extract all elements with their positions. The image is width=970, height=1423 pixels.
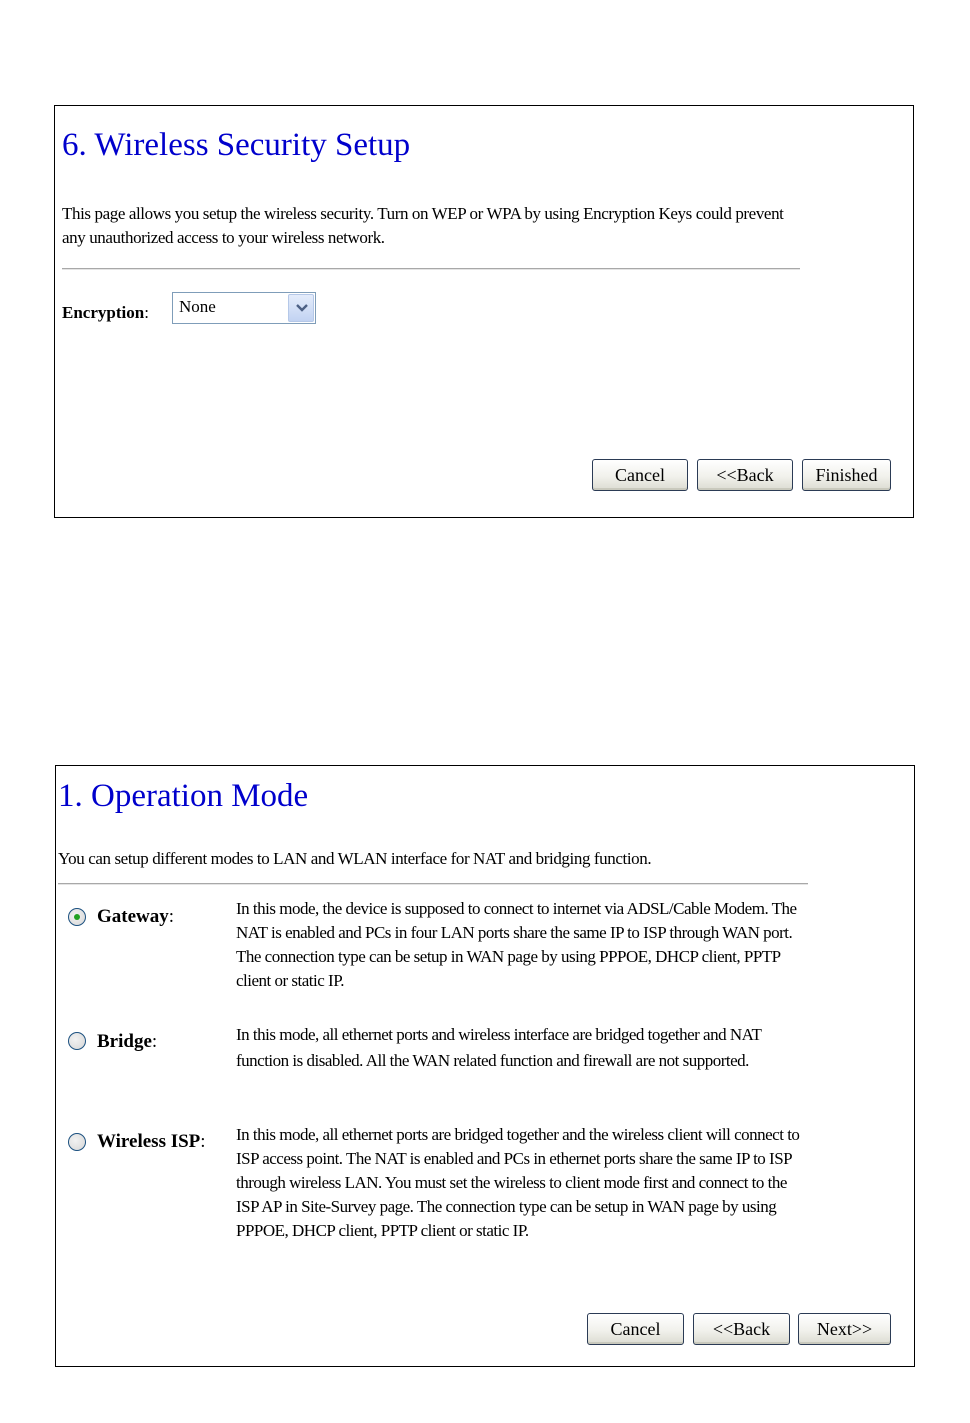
encryption-value: None [179, 297, 216, 316]
gateway-description: In this mode, the device is supposed to connect to internet via ADSL/Cable Modem. The NAT is enabled and PCs in four LAN ports share the same IP to ISP through WAN port. The connection type can be setup in WAN page by using PPPOE, DHCP client, PPTP client or static IP. [236, 899, 797, 990]
cancel-button[interactable]: Cancel [587, 1313, 684, 1345]
divider [58, 883, 808, 885]
back-button[interactable]: <<Back [697, 459, 793, 491]
operation-mode-panel [55, 765, 915, 1367]
gateway-label[interactable]: Gateway: [97, 906, 175, 927]
wireless-isp-radio[interactable] [68, 1133, 86, 1151]
wireless-security-panel [54, 105, 914, 518]
bridge-radio[interactable] [68, 1032, 86, 1050]
finished-button[interactable]: Finished [802, 459, 891, 491]
page-title: 1. Operation Mode [58, 778, 309, 814]
cancel-button[interactable]: Cancel [592, 459, 688, 491]
divider [62, 268, 800, 270]
bridge-label[interactable]: Bridge: [97, 1031, 158, 1052]
page-description: This page allows you setup the wireless security. Turn on WEP or WPA by using Encryption Keys could prevent any unauthorized access to your wireless network. [62, 204, 784, 247]
bridge-description: In this mode, all ethernet ports and wireless interface are bridged together and NAT function is disabled. All the WAN related function and firewall are not supported. [236, 1025, 762, 1070]
page-description: You can setup different modes to LAN and WLAN interface for NAT and bridging function. [58, 849, 652, 868]
next-button[interactable]: Next>> [798, 1313, 891, 1345]
wireless-isp-label[interactable]: Wireless ISP: [97, 1131, 206, 1152]
encryption-label: Encryption: [62, 303, 149, 322]
encryption-select[interactable] [172, 292, 316, 324]
gateway-radio[interactable] [68, 908, 86, 926]
page-title: 6. Wireless Security Setup [62, 127, 411, 163]
wireless-isp-description: In this mode, all ethernet ports are bridged together and the wireless client will connect to ISP access point. The NAT is enabled and PCs in ethernet ports share the same IP to ISP through wireless LAN. You must set the wireless to client mode first and connect to the ISP AP in Site-Survey page. The connection type can be setup in WAN page by using PPPOE, DHCP client, PPTP client or static IP. [236, 1125, 800, 1240]
chevron-down-icon[interactable] [288, 294, 314, 322]
back-button[interactable]: <<Back [693, 1313, 790, 1345]
